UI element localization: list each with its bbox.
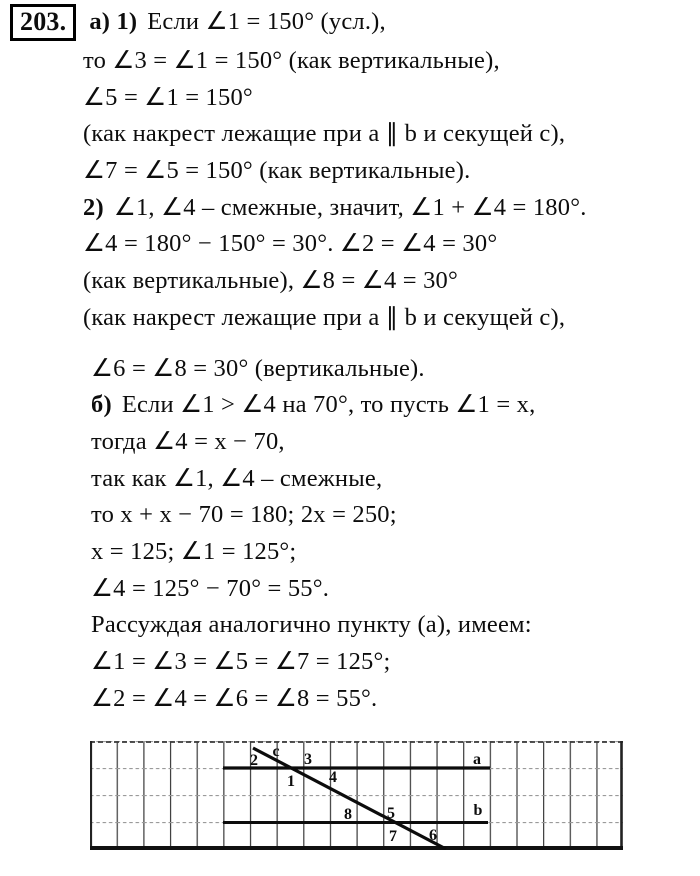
part-marker: 2): [83, 193, 104, 221]
angle-label-4: 4: [329, 769, 337, 786]
solution-line-text: ∠2 = ∠4 = ∠6 = ∠8 = 55°.: [91, 684, 378, 712]
part-marker: б): [91, 391, 112, 419]
line-b-label: b: [473, 802, 483, 819]
solution-line: [0, 226, 700, 263]
solution-line: [0, 300, 700, 337]
transversal-c-label: c: [272, 743, 280, 760]
solution-line: [0, 681, 700, 718]
solution-line-text: ∠1 = ∠3 = ∠5 = ∠7 = 125°;: [91, 648, 391, 675]
solution-line: [0, 497, 700, 534]
solution-line-text: то ∠3 = ∠1 = 150° (как вертикальные),: [83, 47, 500, 74]
solution-line: [0, 263, 700, 300]
angle-label-8: 8: [344, 806, 352, 823]
solution-line: [0, 190, 700, 227]
grid-paper: [90, 741, 623, 850]
solution-line: [0, 571, 700, 608]
solution-line-text: ∠5 = ∠1 = 150°: [83, 83, 253, 111]
solution-text-block: [0, 3, 700, 717]
solution-line: [0, 116, 700, 153]
solution-line-text: Рассуждая аналогично пункту (а), имеем:: [91, 611, 532, 639]
solution-line-text: так как ∠1, ∠4 – смежные,: [91, 464, 383, 492]
solution-line: [0, 424, 700, 461]
problem-number-box: 203.: [10, 4, 76, 41]
solution-line: [0, 387, 700, 424]
angle-label-2: 2: [250, 752, 258, 769]
solution-line: [0, 607, 700, 644]
angle-label-1: 1: [287, 773, 295, 790]
solution-line-text: тогда ∠4 = x − 70,: [91, 427, 285, 455]
angle-label-3: 3: [304, 751, 312, 768]
solution-line-text: ∠4 = 180° − 150° = 30°. ∠2 = ∠4 = 30°: [83, 230, 498, 258]
solution-line: [0, 3, 700, 43]
angle-label-5: 5: [387, 805, 395, 822]
solution-line-text: (как накрест лежащие при a ∥ b и секущей c),: [83, 120, 566, 148]
solution-line-text: то x + x − 70 = 180; 2x = 250;: [91, 501, 397, 529]
solution-line-text: (как накрест лежащие при a ∥ b и секущей c),: [83, 303, 566, 331]
solution-line: [0, 644, 700, 681]
solution-line: [0, 80, 700, 117]
part-marker: а) 1): [89, 8, 138, 35]
solution-line-text: ∠7 = ∠5 = 150° (как вертикальные).: [83, 157, 471, 185]
solution-line-text: x = 125; ∠1 = 125°;: [91, 537, 297, 565]
diagram-svg: [90, 741, 623, 850]
parallel-lines-diagram: [90, 741, 623, 850]
solution-line-text: Если ∠1 = 150° (усл.),: [147, 8, 386, 35]
line-a-label: a: [473, 751, 481, 768]
solution-line: [0, 43, 700, 80]
solution-line: [0, 351, 700, 388]
solution-line: [0, 153, 700, 190]
solution-line: [0, 461, 700, 498]
angle-label-6: 6: [429, 827, 437, 844]
solution-line: [0, 534, 700, 571]
solution-line-text: Если ∠1 > ∠4 на 70°, то пусть ∠1 = x,: [121, 391, 536, 419]
solution-line-text: ∠4 = 125° − 70° = 55°.: [91, 574, 330, 602]
angle-label-7: 7: [389, 828, 397, 845]
solution-line-text: ∠1, ∠4 – смежные, значит, ∠1 + ∠4 = 180°.: [113, 193, 587, 221]
solution-line-text: ∠6 = ∠8 = 30° (вертикальные).: [91, 354, 425, 382]
solution-line-text: (как вертикальные), ∠8 = ∠4 = 30°: [83, 267, 458, 295]
